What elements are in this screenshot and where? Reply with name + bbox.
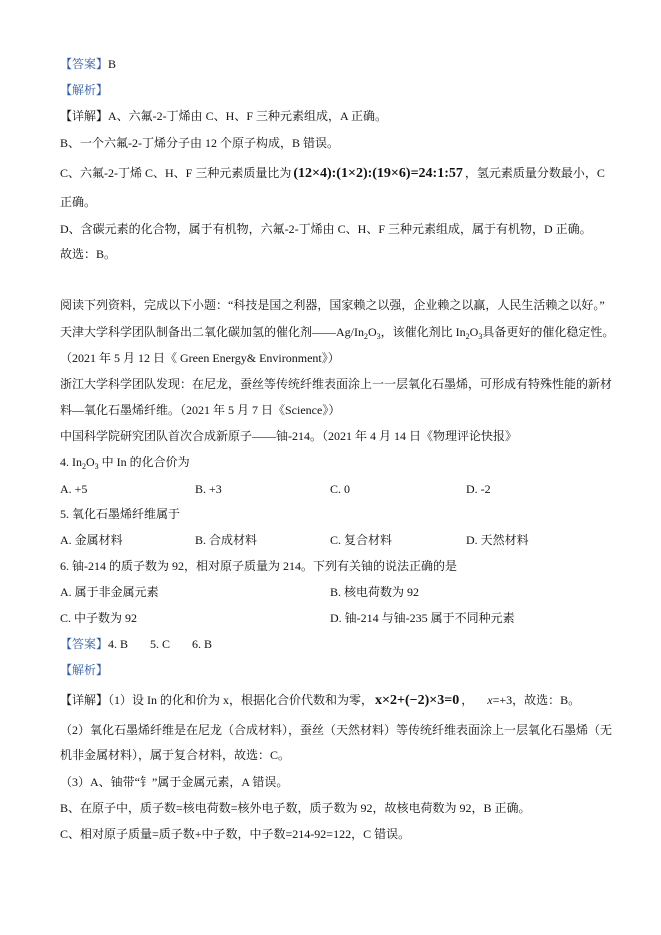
question-5-option-a: A. 金属材料 xyxy=(60,533,123,547)
q2-detail-line-5 xyxy=(60,799,531,817)
detail-text-3: 机非金属材料），属于复合材料，故选：C。 xyxy=(60,748,291,762)
answer-5: 5. C xyxy=(150,637,171,651)
question-4-stem xyxy=(60,453,190,471)
q2-detail-line-4 xyxy=(60,773,288,791)
mass-ratio-formula: (12×4):(1×2):(19×6)=24:1:57 xyxy=(293,166,463,181)
material-intro-text: 阅读下列资料，完成以下小题：“科技是国之利器，国家赖之以强，企业赖之以赢，人民生活赖之以好。” xyxy=(60,298,605,312)
detail-text-2: （2）氧化石墨烯纤维是在尼龙（合成材料），蚕丝（天然材料）等传统纤维表面涂上一层氧化石墨烯（无 xyxy=(60,723,613,737)
detail-tag: 【详解】 xyxy=(60,693,109,707)
detail-text-c-before: C、六氟-2-丁烯 C、H、F 三种元素质量比为 xyxy=(60,166,292,180)
cas-text: 中国科学院研究团队首次合成新原子——铀-214。（2021 年 4 月 14 日《物理评论快报》 xyxy=(60,429,517,443)
conclusion-text: 故选：B。 xyxy=(60,247,117,261)
q1-answer-line xyxy=(60,55,116,73)
analysis-tag: 【解析】 xyxy=(60,663,109,677)
tianjin-text: ，该催化剂比 In xyxy=(380,325,466,339)
detail-text-c-after: ，氢元素质量分数最小，C xyxy=(464,166,605,180)
question-4-option-d: D. -2 xyxy=(466,482,491,496)
tianjin-text: O xyxy=(469,325,479,339)
question-5-option-c: C. 复合材料 xyxy=(330,533,393,547)
q1-detail-line-c-cont xyxy=(60,193,96,211)
q2-detail-line-3 xyxy=(60,746,290,764)
question-6-stem: 6. 铀-214 的质子数为 92，相对原子质量为 214。下列有关铀的说法正确的是 xyxy=(60,559,457,573)
q2-detail-line-2 xyxy=(60,721,612,739)
detail-text-1-after: =+3，故选：B。 xyxy=(492,693,581,707)
detail-text-c-cont: 正确。 xyxy=(60,195,97,209)
variable-x: x xyxy=(487,693,493,707)
question-5-stem: 5. 氧化石墨烯纤维属于 xyxy=(60,507,181,521)
answer-6: 6. B xyxy=(192,637,213,651)
tianjin-text: O xyxy=(368,325,377,339)
question-4-option-c: C. 0 xyxy=(330,482,351,496)
q1-detail-line-d xyxy=(60,220,592,238)
zhejiang-text-2: 料—氧化石墨烯纤维。（2021 年 5 月 7 日《Science》） xyxy=(60,403,341,417)
question-4-option-b: B. +3 xyxy=(195,482,222,496)
q2-answer-line xyxy=(60,635,212,653)
answer-value: B xyxy=(108,57,117,71)
subscript: 2 xyxy=(82,462,86,471)
q2-detail-line-1 xyxy=(60,691,580,709)
stem-text: O xyxy=(86,455,95,469)
detail-text-5: B、在原子中，质子数=核电荷数=核外电子数，质子数为 92，故核电荷数为 92，B 正确。 xyxy=(60,801,531,815)
valence-equation: x×2+(−2)×3=0 xyxy=(375,693,460,708)
material-tianjin xyxy=(60,323,614,341)
answer-4: 4. B xyxy=(108,637,129,651)
question-5-option-d: D. 天然材料 xyxy=(466,533,529,547)
question-5-option-b: B. 合成材料 xyxy=(195,533,258,547)
question-6-option-c: C. 中子数为 92 xyxy=(60,611,138,625)
question-4-option-a: A. +5 xyxy=(60,482,88,496)
analysis-tag: 【解析】 xyxy=(60,83,109,97)
q2-analysis-line xyxy=(60,661,108,679)
material-zhejiang-2 xyxy=(60,401,340,419)
q1-conclusion-line xyxy=(60,245,116,263)
q1-analysis-line xyxy=(60,81,108,99)
q2-detail-line-6 xyxy=(60,825,410,843)
question-6-option-b: B. 核电荷数为 92 xyxy=(330,585,420,599)
detail-text-a: A、六氟-2-丁烯由 C、H、F 三种元素组成，A 正确。 xyxy=(108,109,388,123)
subscript: 3 xyxy=(94,462,99,471)
material-cas xyxy=(60,427,517,445)
tianjin-source-text: （2021 年 5 月 12 日《 Green Energy& Environment》） xyxy=(60,351,340,365)
detail-text-b: B、一个六氟-2-丁烯分子由 12 个原子构成，B 错误。 xyxy=(60,136,340,150)
subscript: 2 xyxy=(465,332,470,341)
subscript: 2 xyxy=(364,332,368,341)
subscript: 3 xyxy=(376,332,381,341)
answer-tag: 【答案】 xyxy=(60,57,109,71)
detail-tag: 【详解】 xyxy=(60,109,109,123)
q1-detail-line-b xyxy=(60,134,339,152)
detail-text-6: C、相对原子质量=质子数+中子数，中子数=214-92=122，C 错误。 xyxy=(60,827,411,841)
detail-text-4: （3）A、铀带“钅”属于金属元素，A 错误。 xyxy=(60,775,289,789)
zhejiang-text-1: 浙江大学科学团队发现：在尼龙，蚕丝等传统纤维表面涂上一一层氧化石墨烯，可形成有特殊性能的新材 xyxy=(60,377,613,391)
material-zhejiang-1 xyxy=(60,375,612,393)
detail-text-d: D、含碳元素的化合物，属于有机物，六氟-2-丁烯由 C、H、F 三种元素组成，属于有机物，D 正确。 xyxy=(60,222,592,236)
q1-detail-line-c xyxy=(60,164,605,182)
q1-detail-line-a xyxy=(60,107,387,125)
material-intro xyxy=(60,296,605,314)
answer-tag: 【答案】 xyxy=(60,637,109,651)
material-tianjin-source xyxy=(60,349,340,367)
detail-comma: ， xyxy=(461,693,474,707)
question-6-option-d: D. 铀-214 与铀-235 属于不同种元素 xyxy=(330,611,515,625)
question-6-option-a: A. 属于非金属元素 xyxy=(60,585,159,599)
tianjin-text: 具备更好的催化稳定性。 xyxy=(482,325,615,339)
tianjin-text: 天津大学科学团队制备出二氧化碳加氢的催化剂——Ag/In xyxy=(60,325,364,339)
stem-text: 4. In xyxy=(60,455,82,469)
subscript: 3 xyxy=(478,332,483,341)
detail-text-1-before: （1）设 In 的化和价为 x，根据化合价代数和为零， xyxy=(108,693,374,707)
stem-text: 中 In 的化合价为 xyxy=(98,455,190,469)
